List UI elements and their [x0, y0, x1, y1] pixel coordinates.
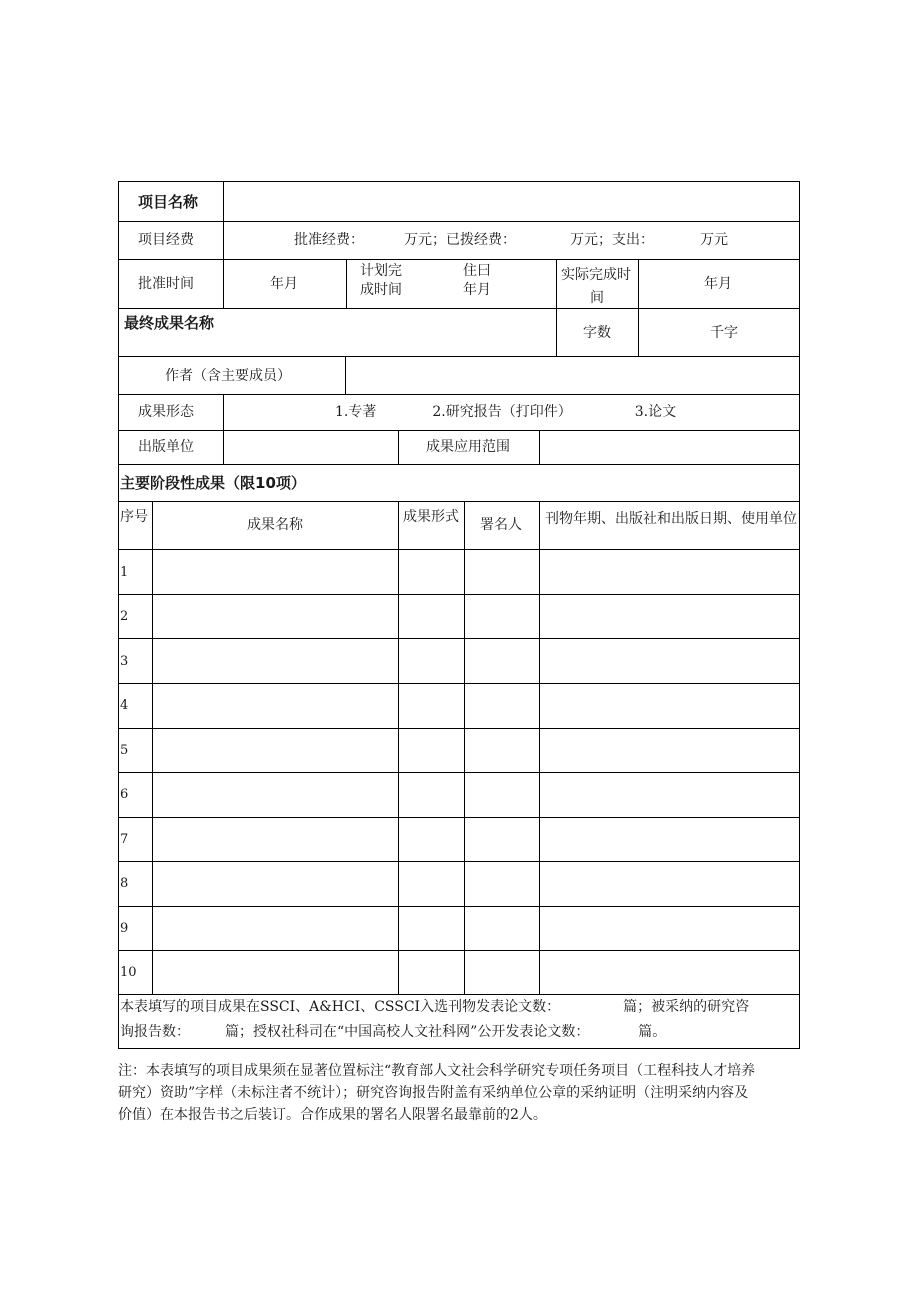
row-divider [118, 549, 800, 550]
row-divider [118, 683, 800, 684]
word-count-label: 字数 [583, 325, 611, 341]
row-divider [118, 638, 800, 639]
row-divider [118, 394, 800, 395]
col-divider [398, 430, 399, 464]
col-divider [223, 181, 224, 221]
final-result-label: 最终成果名称 [124, 314, 215, 332]
col-divider [223, 259, 224, 308]
header-publication-info [544, 508, 798, 530]
row-divider [118, 817, 800, 818]
approval-year-month: 年月 [270, 276, 298, 292]
report-table [118, 181, 800, 1049]
stage-results-title: 主要阶段性成果（限10项） [120, 474, 306, 492]
header-result-name: 成果名称 [247, 517, 303, 533]
col-divider [638, 259, 639, 356]
row-divider [118, 861, 800, 862]
header-publication-text: 刊物年期、出版社和出版日期、使用单位 [545, 511, 797, 527]
row-number: 3 [120, 654, 129, 669]
approved-funds-label: 批准经费： [294, 232, 364, 248]
row-divider [118, 501, 800, 502]
row-divider [118, 221, 800, 222]
planned-completion-label-2: 成时间 [360, 282, 402, 298]
row-number: 1 [120, 565, 129, 580]
row-divider [118, 906, 800, 907]
author-label: 作者（含主要成员） [165, 368, 291, 384]
col-divider [539, 430, 540, 464]
row-divider [118, 356, 800, 357]
header-result-form: 成果形式 [403, 509, 459, 525]
row-divider [118, 772, 800, 773]
approval-time-label: 批准时间 [138, 276, 194, 292]
row-divider [118, 430, 800, 431]
col-divider [223, 221, 224, 259]
funds-unit-2: 万元；支出： [570, 232, 654, 248]
planned-year-month: 年月 [463, 282, 491, 298]
row-number: 6 [120, 787, 129, 802]
row-divider [118, 994, 800, 995]
result-form-options: 1.专著 2.研究报告（打印件） 3.论文 [335, 404, 677, 420]
footnote [118, 1060, 808, 1126]
row-divider [118, 308, 800, 309]
row-divider [118, 950, 800, 951]
project-name-label: 项目名称 [138, 193, 199, 211]
footnote-line: 价值）在本报告书之后装订。合作成果的署名人限署名最靠前的2人。 [118, 1107, 547, 1123]
funds-unit-1: 万元；已拨经费： [404, 232, 516, 248]
planned-completion-label-1: 计划完 [360, 263, 402, 279]
col-divider [464, 501, 465, 994]
actual-completion-label-1: 实际完成时 [561, 267, 631, 283]
row-divider [118, 594, 800, 595]
footnote-line: 注：本表填写的项目成果须在显著位置标注“教育部人文社会科学研究专项任务项目（工程科技人才培养 [118, 1063, 756, 1079]
row-divider [118, 464, 800, 465]
row-number: 10 [120, 965, 137, 980]
actual-completion-label-2: 间 [590, 290, 604, 306]
funding-label: 项目经费 [138, 232, 194, 248]
row-number: 8 [120, 876, 129, 891]
application-scope-label: 成果应用范围 [426, 439, 510, 455]
thousand-chars-unit: 千字 [710, 325, 738, 341]
funds-unit-3: 万元 [700, 232, 728, 248]
col-divider [346, 259, 347, 308]
col-divider [539, 501, 540, 994]
col-divider [223, 430, 224, 464]
row-divider [118, 728, 800, 729]
col-divider [556, 259, 557, 356]
header-author: 署名人 [480, 517, 522, 533]
col-divider [223, 394, 224, 430]
row-divider [118, 259, 800, 260]
col-divider [345, 356, 346, 394]
row-number: 7 [120, 832, 129, 847]
summary-line-2: 询报告数： 篇；授权社科司在“中国高校人文社科网”公开发表论文数： 篇。 [120, 1024, 667, 1040]
row-number: 5 [120, 743, 129, 758]
header-no: 序号 [120, 509, 148, 525]
summary-line-1: 本表填写的项目成果在SSCI、A&HCI、CSSCI入选刊物发表论文数： 篇；被采纳的研究咨 [120, 999, 750, 1015]
row-number: 2 [120, 609, 129, 624]
result-form-label: 成果形态 [138, 404, 194, 420]
planned-extra-text: 住曰 [463, 263, 491, 279]
actual-year-month: 年月 [704, 276, 732, 292]
col-divider [398, 501, 399, 994]
row-number: 4 [120, 698, 129, 713]
row-number: 9 [120, 921, 129, 936]
publisher-label: 出版单位 [138, 439, 194, 455]
col-divider [152, 501, 153, 994]
footnote-line: 研究）资助”字样（未标注者不统计）；研究咨询报告附盖有采纳单位公章的采纳证明（注明采纳内容及 [118, 1085, 749, 1101]
